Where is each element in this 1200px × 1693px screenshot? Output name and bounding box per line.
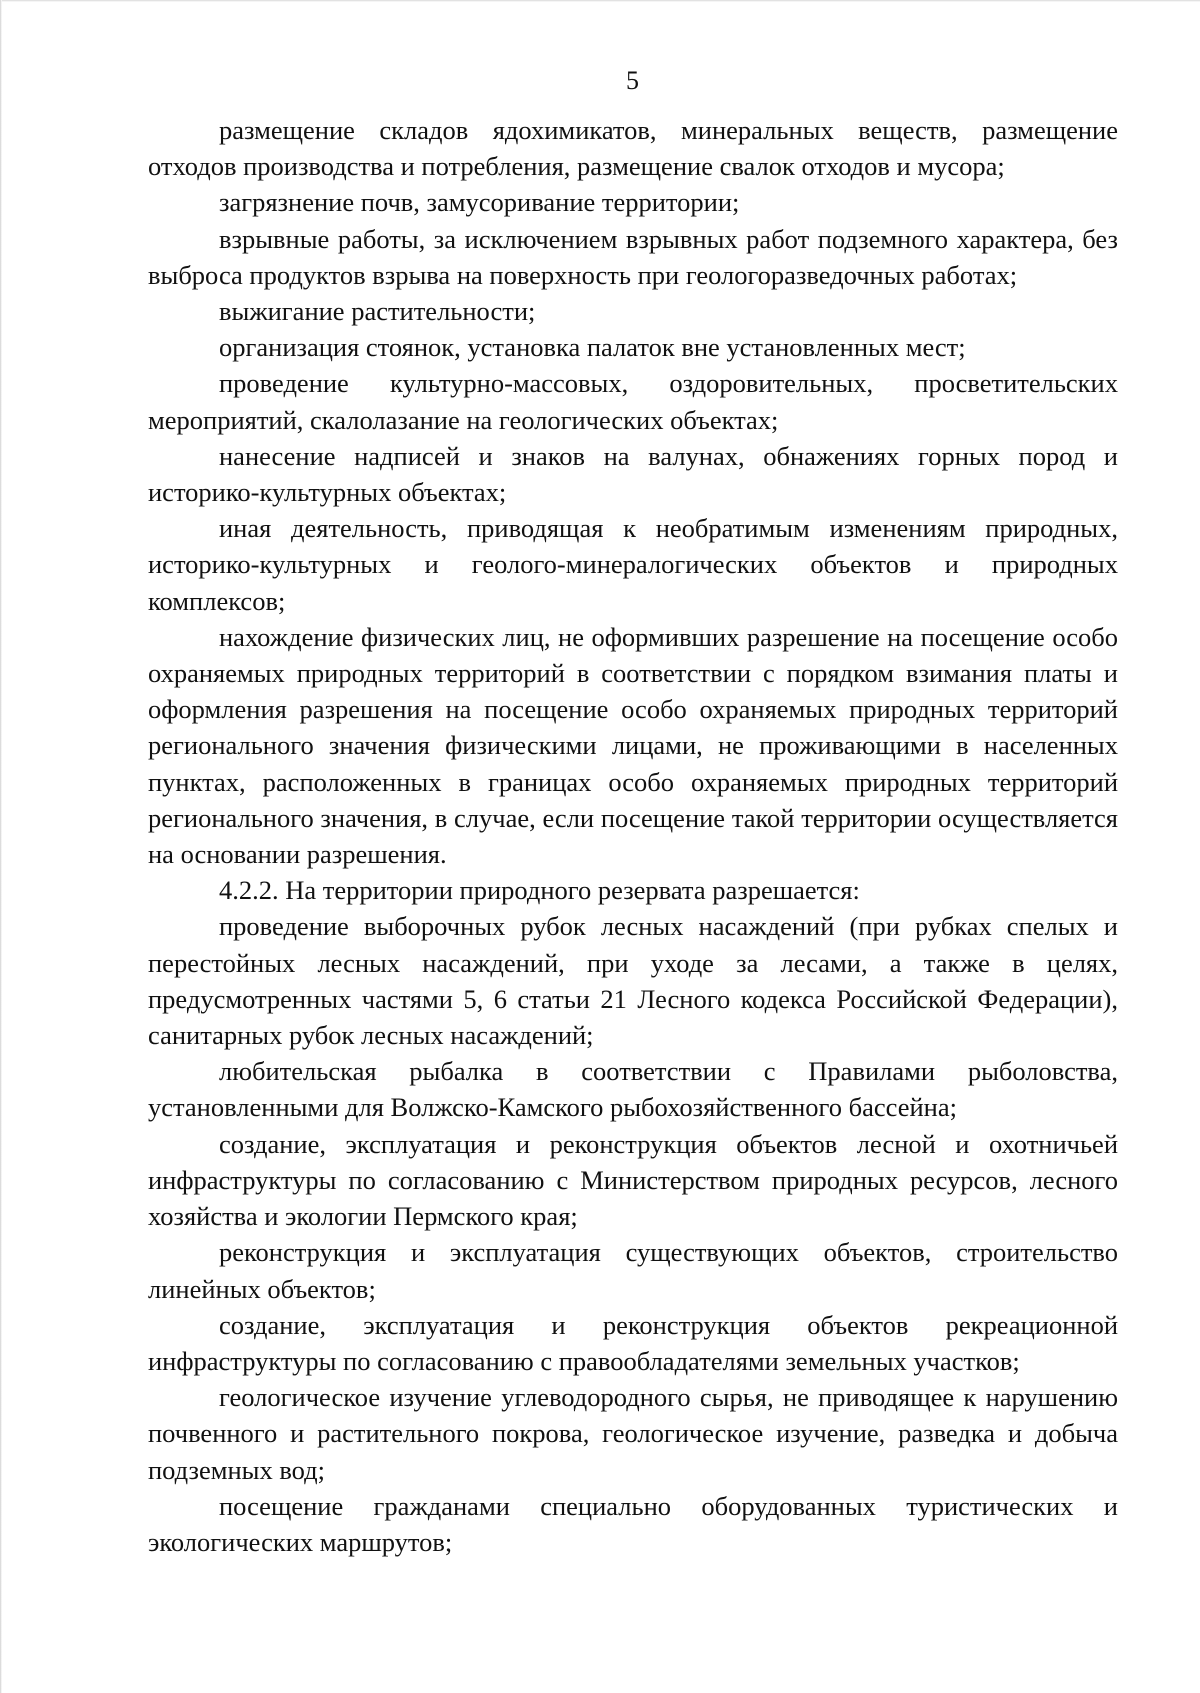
paragraph-vegetation-burning: выжигание растительности; (219, 296, 536, 327)
document-body (148, 112, 1118, 1560)
paragraph-mass-events: проведение культурно-массовых, оздоровительных, просветительских мероприятий, скалолазание на геологических объектах; (148, 368, 1118, 435)
section-heading-4-2-2: 4.2.2. На территории природного резервата разрешается: (219, 875, 860, 906)
paragraph-visitors-without-permit: нахождение физических лиц, не оформивших разрешение на посещение особо охраняемых природных территорий в соответствии с порядком взимания платы и оформления разрешения на посещение особо охраняемых природных территорий регионального значения физическими лицами, не проживающими в населенных пунктах, расположенных в границах особо охраняемых природных территорий регионального значения, в случае, если посещение такой территории осуществляется на основании разрешения. (148, 621, 1118, 870)
paragraph-recreational-infrastructure: создание, эксплуатация и реконструкция объектов рекреационной инфраструктуры по согласованию с правообладателями земельных участков; (148, 1309, 1118, 1376)
paragraph-storage-placement: размещение складов ядохимикатов, минеральных веществ, размещение отходов производства и потребления, размещение свалок отходов и мусора; (148, 115, 1118, 182)
scan-edge-left (0, 0, 2, 1693)
paragraph-inscriptions: нанесение надписей и знаков на валунах, обнажениях горных пород и историко-культурных объектах; (148, 440, 1118, 508)
paragraph-forest-infrastructure: создание, эксплуатация и реконструкция объектов лесной и охотничьей инфраструктуры по согласованию с Министерством природных ресурсов, лесного хозяйства и экологии Пермского края; (148, 1128, 1118, 1232)
paragraph-reconstruction: реконструкция и эксплуатация существующих объектов, строительство линейных объектов; (148, 1237, 1118, 1304)
paragraph-tourist-routes: посещение гражданами специально оборудованных туристических и экологических маршрутов; (148, 1490, 1118, 1557)
paragraph-geological-study: геологическое изучение углеводородного сырья, не приводящее к нарушению почвенного и растительного покрова, геологическое изучение, разведка и добыча подземных вод; (148, 1382, 1118, 1485)
paragraph-other-activity: иная деятельность, приводящая к необратимым изменениям природных, историко-культурных и геолого-минералогических объектов и природных комплексов; (148, 513, 1118, 616)
paragraph-camping: организация стоянок, установка палаток вне установленных мест; (219, 332, 966, 363)
paragraph-blasting: взрывные работы, за исключением взрывных работ подземного характера, без выброса продуктов взрыва на поверхность при геологоразведочных работах; (148, 223, 1118, 290)
paragraph-selective-logging: проведение выборочных рубок лесных насаждений (при рубках спелых и перестойных лесных насаждений, при уходе за лесами, а также в целях, предусмотренных частями 5, 6 статьи 21 Лесного кодекса Российской Федерации), санитарных рубок лесных насаждений; (148, 911, 1118, 1051)
scan-edge-top (0, 0, 1200, 2)
paragraph-fishing: любительская рыбалка в соответствии с Правилами рыболовства, установленными для Волжско-Камского рыбохозяйственного бассейна; (148, 1056, 1118, 1123)
page-number: 5 (626, 66, 639, 95)
paragraph-soil-pollution: загрязнение почв, замусоривание территории; (219, 187, 740, 218)
